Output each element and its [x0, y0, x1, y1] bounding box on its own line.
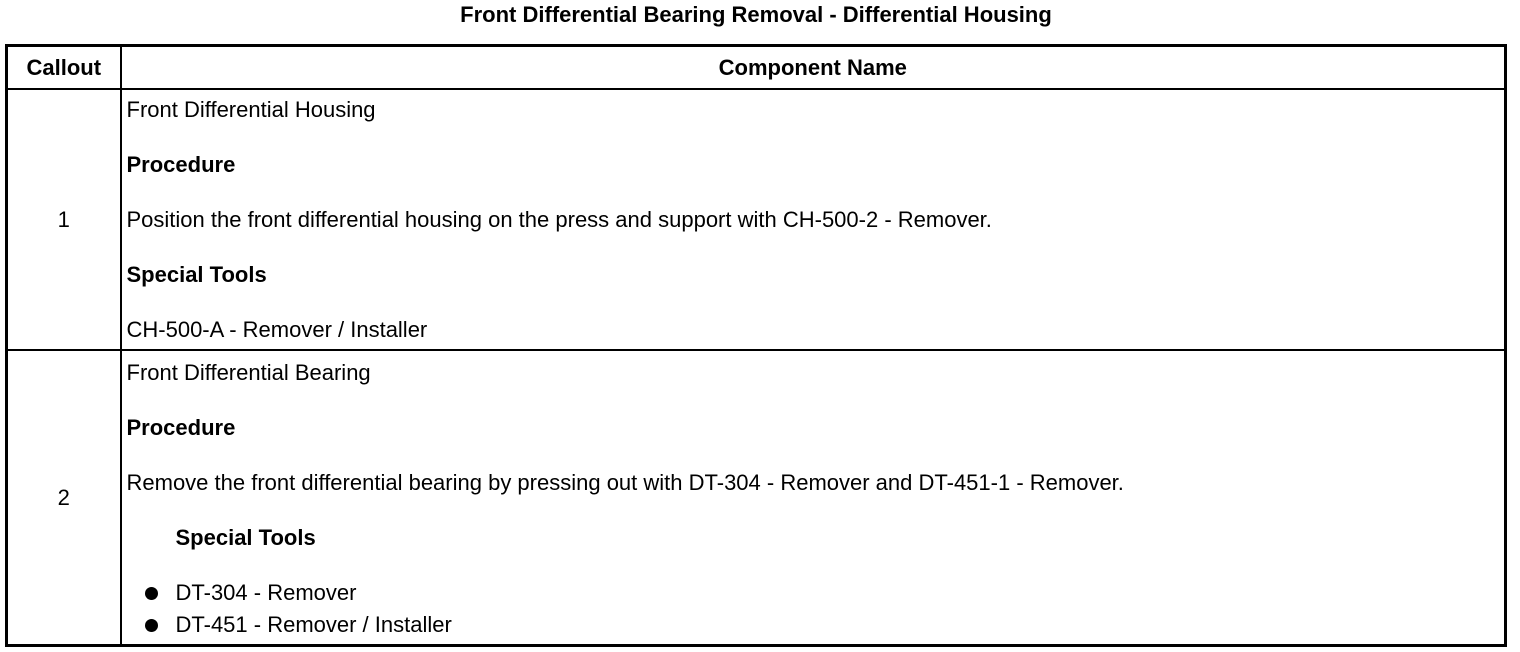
- special-tool-label: DT-451 - Remover / Installer: [175, 612, 452, 637]
- component-name: Front Differential Bearing: [126, 360, 371, 385]
- bullet-icon: [145, 587, 158, 600]
- special-tools-list: [127, 580, 1505, 644]
- special-tool-label: DT-304 - Remover: [175, 580, 357, 605]
- component-name: Front Differential Housing: [126, 97, 376, 122]
- component-cell: [121, 89, 1506, 350]
- table-row: [7, 350, 1506, 646]
- page-title: Front Differential Bearing Removal - Differential Housing: [460, 2, 1052, 27]
- callout-number: 2: [7, 350, 121, 646]
- component-cell: [121, 350, 1506, 646]
- bullet-icon: [145, 619, 158, 632]
- procedure-text: Remove the front differential bearing by pressing out with DT-304 - Remover and DT-451-1 - Remover.: [126, 470, 1124, 495]
- table-header-row: [7, 46, 1506, 90]
- special-tools-heading: Special Tools: [126, 262, 267, 287]
- procedure-text: Position the front differential housing on the press and support with CH-500-2 - Remover.: [126, 207, 992, 232]
- procedure-heading: Procedure: [126, 415, 236, 440]
- special-tool-item: CH-500-A - Remover / Installer: [126, 317, 428, 342]
- procedure-heading: Procedure: [126, 152, 236, 177]
- special-tool-item: [127, 580, 1505, 612]
- special-tool-item: [127, 612, 1505, 644]
- callout-number: 1: [7, 89, 121, 350]
- callout-column-header: Callout: [7, 46, 121, 90]
- component-name-column-header: Component Name: [121, 46, 1506, 90]
- callout-table: [5, 44, 1507, 647]
- special-tools-heading: Special Tools: [175, 525, 316, 550]
- table-row: [7, 89, 1506, 350]
